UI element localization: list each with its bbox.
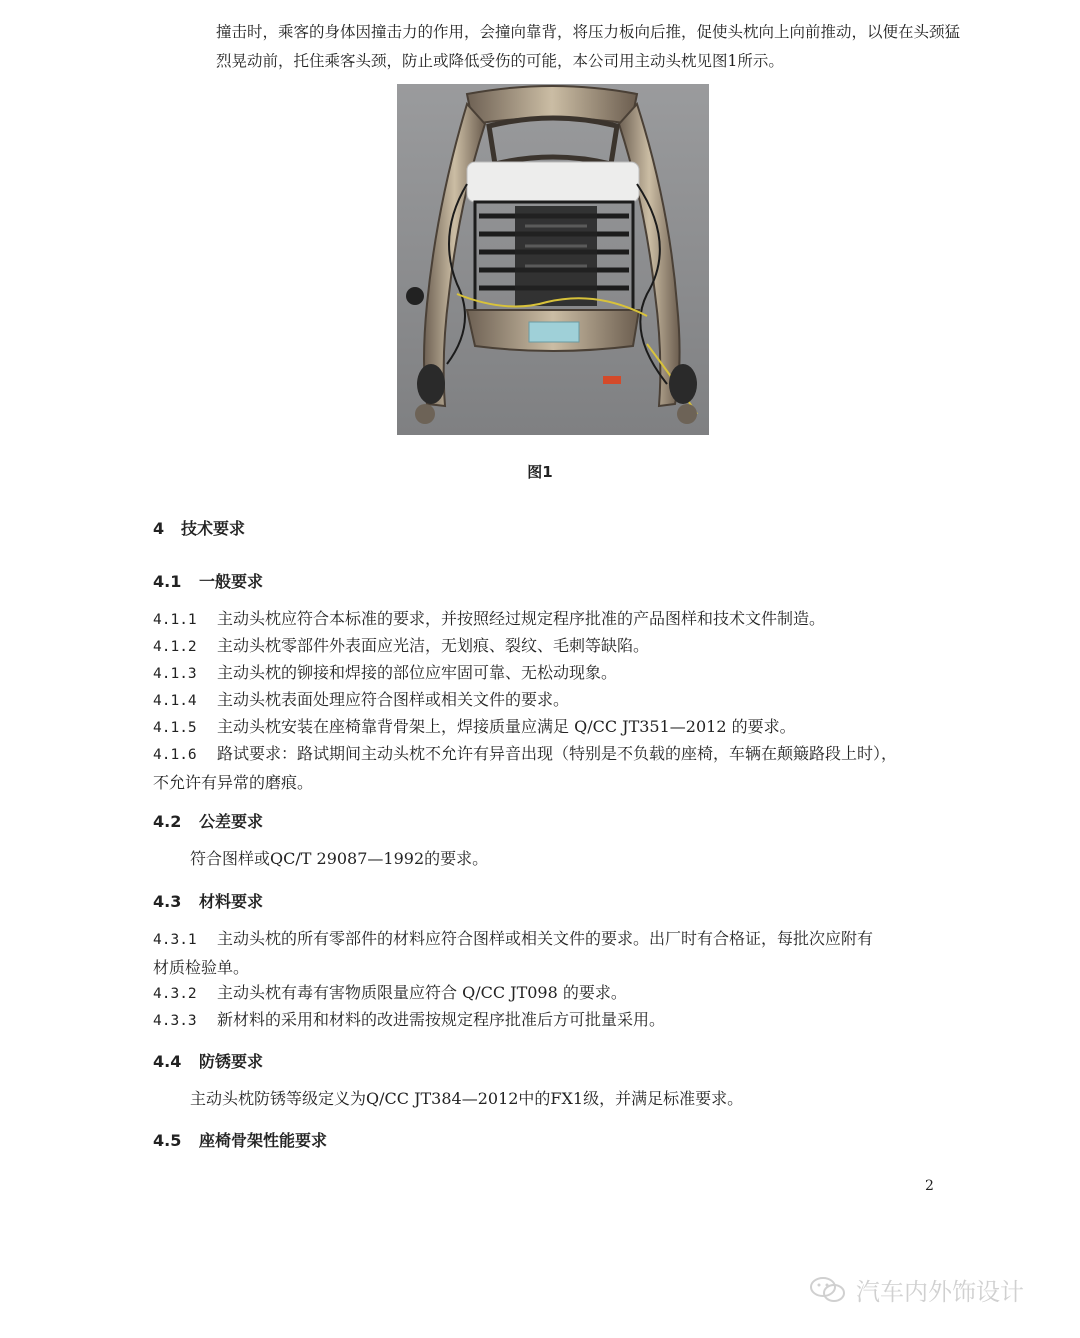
page-number: 2 <box>925 1178 934 1194</box>
clause-number: 4.3.3 <box>153 1013 197 1029</box>
section-4-heading <box>153 516 245 539</box>
section-title: 一般要求 <box>199 572 264 591</box>
watermark <box>808 1272 1024 1307</box>
section-4-1-heading <box>153 569 263 592</box>
clause-text: 主动头枕的所有零部件的材料应符合图样或相关文件的要求。出厂时有合格证，每批次应附有 <box>217 929 874 948</box>
clause-number: 4.1.3 <box>153 666 197 682</box>
clause-text-continued: 不允许有异常的磨痕。 <box>153 773 314 792</box>
figure-caption: 图1 <box>527 463 553 481</box>
section-number: 4.3 <box>153 892 182 911</box>
seat-frame-photo <box>397 84 709 435</box>
wechat-icon <box>808 1275 848 1305</box>
clause-text: 主动头枕应符合本标准的要求，并按照经过规定程序批准的产品图样和技术文件制造。 <box>217 609 826 628</box>
section-number: 4.1 <box>153 572 182 591</box>
clause-number: 4.3.2 <box>153 986 197 1002</box>
clause-number: 4.1.1 <box>153 612 197 628</box>
clause-number: 4.1.5 <box>153 720 197 736</box>
clause-number: 4.1.6 <box>153 747 197 763</box>
section-number: 4.5 <box>153 1131 182 1150</box>
tolerance-paragraph: 符合图样或QC/T 29087—1992的要求。 <box>190 849 489 868</box>
clause-number: 4.3.1 <box>153 932 197 948</box>
clause-text: 主动头枕零部件外表面应光洁，无划痕、裂纹、毛刺等缺陷。 <box>217 636 650 655</box>
watermark-text: 汽车内外饰设计 <box>856 1278 1024 1306</box>
section-title: 座椅骨架性能要求 <box>199 1131 328 1150</box>
clause-text: 主动头枕有毒有害物质限量应符合 Q/CC JT098 的要求。 <box>217 983 627 1002</box>
section-title: 材料要求 <box>199 892 264 911</box>
intro-line-1: 撞击时，乘客的身体因撞击力的作用，会撞向靠背，将压力板向后推，促使头枕向上向前推动，以便在头颈猛 <box>216 23 961 41</box>
clause-text: 主动头枕的铆接和焊接的部位应牢固可靠、无松动现象。 <box>217 663 618 682</box>
section-4-4-heading <box>153 1049 263 1072</box>
intro-paragraph <box>216 18 961 76</box>
section-4-2-heading <box>153 809 263 832</box>
clause-4-3-2 <box>153 979 953 1008</box>
clause-number: 4.1.4 <box>153 693 197 709</box>
clause-text-continued: 材质检验单。 <box>153 958 250 977</box>
clause-text: 主动头枕安装在座椅靠背骨架上，焊接质量应满足 Q/CC JT351—2012 的要求。 <box>217 717 796 736</box>
section-title: 技术要求 <box>181 519 246 538</box>
intro-line-2: 烈晃动前，托住乘客头颈，防止或降低受伤的可能，本公司用主动头枕见图1所示。 <box>216 52 784 70</box>
clause-4-1-2 <box>153 632 953 661</box>
clause-4-1-4 <box>153 686 953 715</box>
clause-text: 新材料的采用和材料的改进需按规定程序批准后方可批量采用。 <box>217 1010 666 1029</box>
clause-4-3-3 <box>153 1006 953 1035</box>
clause-4-3-1 <box>153 925 953 981</box>
clause-text: 主动头枕表面处理应符合图样或相关文件的要求。 <box>217 690 570 709</box>
section-number: 4.4 <box>153 1052 182 1071</box>
clause-4-1-6 <box>153 740 953 796</box>
section-title: 公差要求 <box>199 812 264 831</box>
anti-rust-paragraph: 主动头枕防锈等级定义为Q/CC JT384—2012中的FX1级，并满足标准要求。 <box>190 1089 744 1108</box>
clause-4-1-3 <box>153 659 953 688</box>
section-title: 防锈要求 <box>199 1052 264 1071</box>
section-4-3-heading <box>153 889 263 912</box>
clause-4-1-1 <box>153 605 953 634</box>
section-number: 4 <box>153 519 165 538</box>
clause-text: 路试要求：路试期间主动头枕不允许有异音出现（特别是不负载的座椅，车辆在颠簸路段上时）， <box>217 744 898 763</box>
seat-frame-illustration <box>397 84 709 435</box>
section-4-5-heading <box>153 1128 327 1151</box>
clause-4-1-5 <box>153 713 953 742</box>
clause-number: 4.1.2 <box>153 639 197 655</box>
section-number: 4.2 <box>153 812 182 831</box>
